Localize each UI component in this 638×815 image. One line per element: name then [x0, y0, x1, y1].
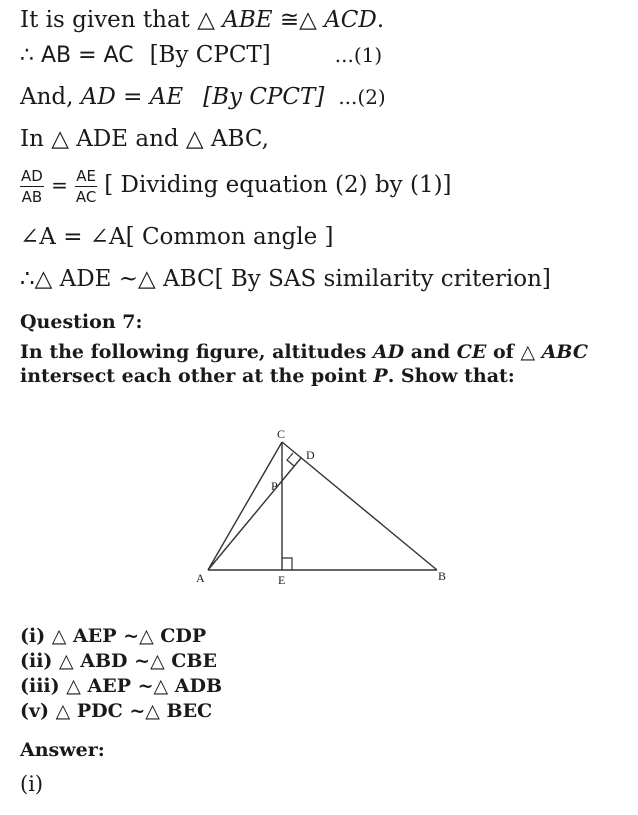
- similarity-text: ∴△ ADE ~△ ABC[ By SAS similarity criterion]: [20, 266, 551, 292]
- question-text: of △: [486, 341, 542, 363]
- equation-2-and: And,: [20, 84, 81, 110]
- equation-1-line: [20, 41, 382, 70]
- equation-2-line: [20, 83, 386, 111]
- label-a: A: [196, 571, 205, 585]
- altitude-ce: CE: [456, 341, 487, 363]
- triangles-statement: [20, 125, 269, 153]
- given-text: It is given that △: [20, 7, 223, 33]
- point-p: P: [373, 365, 388, 387]
- question-text: . Show that:: [387, 365, 515, 387]
- period: .: [376, 7, 385, 33]
- triangle-abe: ABE: [222, 7, 273, 33]
- right-angle-d-marker: [287, 453, 294, 466]
- label-c: C: [277, 427, 286, 441]
- fraction-denominator: AC: [75, 187, 97, 206]
- similarity-conclusion: [20, 265, 551, 293]
- question-text: intersect each other at the point: [20, 365, 374, 387]
- fraction-ae-ac: [75, 167, 97, 206]
- part-ii: (ii) △ ABD ~△ CBE: [20, 650, 217, 672]
- fraction-numerator: AD: [21, 166, 43, 185]
- equation-1: ∴ AB = AC: [20, 43, 134, 68]
- answer-heading: Answer:: [20, 739, 105, 761]
- part-v: (v) △ PDC ~△ BEC: [20, 700, 213, 722]
- common-angle-line: [20, 223, 333, 251]
- ratio-reason: [ Dividing equation (2) by (1)]: [104, 172, 452, 198]
- question-title: Question 7:: [20, 311, 143, 333]
- label-e: E: [278, 573, 286, 587]
- congruent-sign: ≅△: [272, 7, 325, 33]
- answer-part-label: (i): [20, 772, 44, 796]
- label-d: D: [306, 448, 315, 462]
- fraction-denominator: AB: [21, 187, 43, 206]
- part-i: (i) △ AEP ~△ CDP: [20, 625, 207, 647]
- segment-ae: AE: [149, 84, 184, 110]
- right-angle-e-marker: [282, 558, 292, 570]
- triangle-acd: ACD: [324, 7, 377, 33]
- triangle-abc: ABC: [541, 341, 588, 363]
- part-iii: (iii) △ AEP ~△ ADB: [20, 675, 223, 697]
- question-text-line-2: [20, 364, 515, 388]
- triangle-figure: [190, 424, 460, 594]
- ratio-line: [20, 163, 452, 207]
- segment-ad: AD: [80, 84, 116, 110]
- common-angle-text: ∠A = ∠A[ Common angle ]: [20, 224, 334, 250]
- label-p: P: [271, 479, 278, 493]
- equation-2-reason: [By CPCT]: [203, 84, 325, 110]
- given-statement: [20, 6, 384, 34]
- equals-sign: =: [115, 84, 150, 110]
- fraction-ad-ab: [20, 167, 44, 206]
- label-b: B: [438, 569, 447, 583]
- equation-2-number: ...(2): [338, 85, 386, 109]
- question-text: and: [404, 341, 457, 363]
- equation-1-reason: [By CPCT]: [149, 42, 271, 68]
- triangles-text: In △ ADE and △ ABC,: [20, 126, 269, 152]
- altitude-ad-line: [208, 458, 301, 570]
- equation-1-number: ...(1): [334, 43, 383, 67]
- altitude-ad: AD: [372, 341, 405, 363]
- fraction-equals: =: [51, 173, 68, 197]
- side-ac: [208, 442, 282, 570]
- fraction-numerator: AE: [76, 166, 96, 185]
- question-text: In the following figure, altitudes: [20, 341, 373, 363]
- question-text-line-1: [20, 340, 588, 364]
